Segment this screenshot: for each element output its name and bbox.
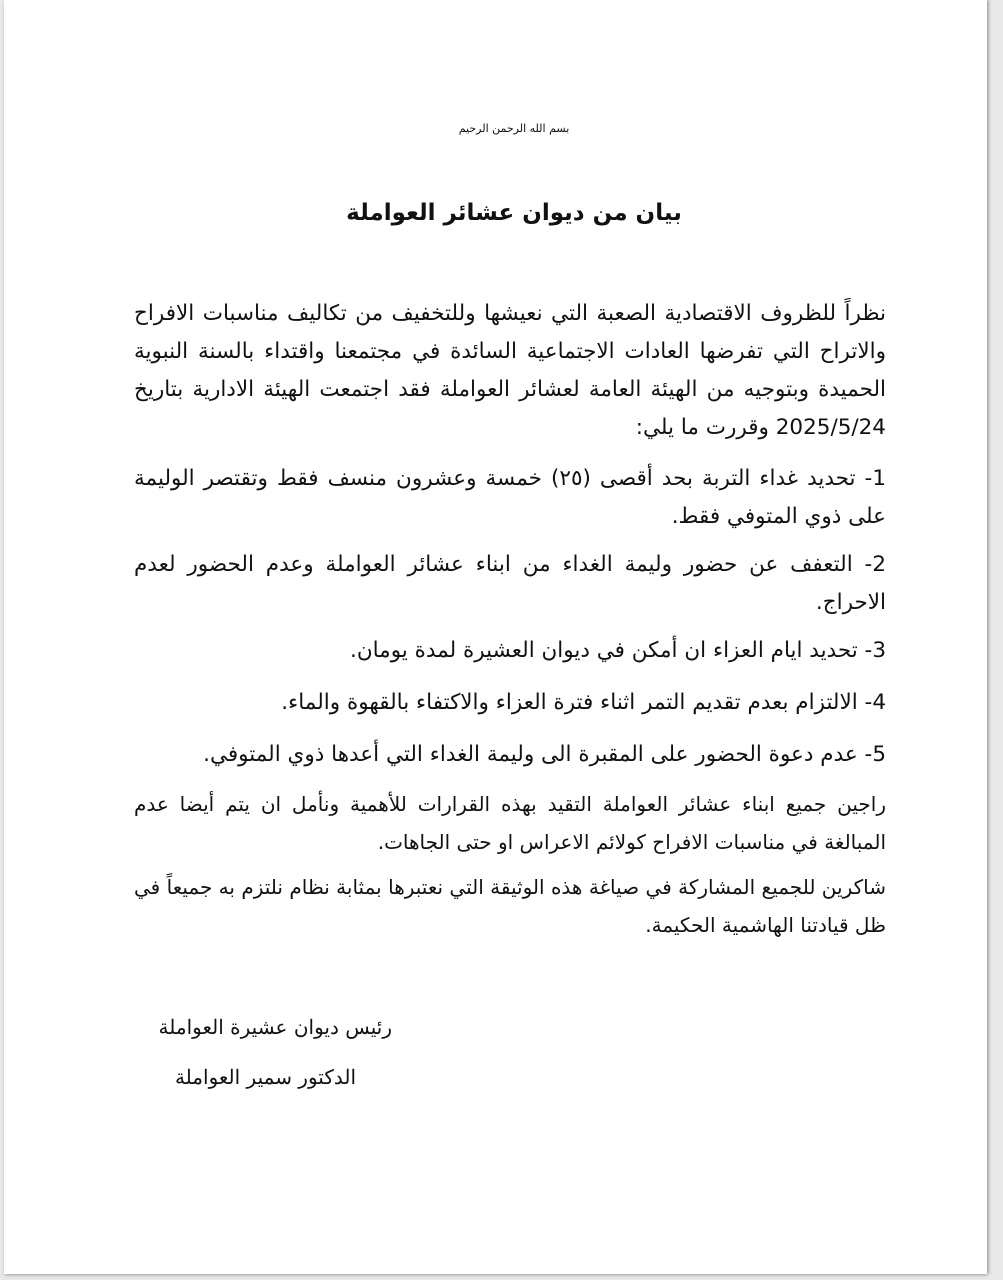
decision-item-3: 3- تحديد ايام العزاء ان أمكن في ديوان العشيرة لمدة يومان. (350, 638, 886, 663)
decision-item-5: 5- عدم دعوة الحضور على المقبرة الى وليمة الغداء التي أعدها ذوي المتوفي. (203, 742, 886, 767)
signature-role: رئيس ديوان عشيرة العواملة (158, 1015, 392, 1039)
closing-hope-paragraph: راجين جميع ابناء عشائر العواملة التقيد بهذه القرارات للأهمية ونأمل ان يتم أيضا عدم المبالغة في مناسبات الافراح كولائم الاعراس او حتى الجاهات. (134, 792, 886, 854)
intro-paragraph: نظراً للظروف الاقتصادية الصعبة التي نعيشها وللتخفيف من تكاليف مناسبات الافراح والاتراح التي تفرضها العادات الاجتماعية السائدة في مجتمعنا واقتداء بالسنة النبوية الحميدة وبتوجيه من الهيئة العامة لعشائر العواملة فقد اجتمعت الهيئة الادارية بتاريخ 2025/5/24 وقررت ما يلي: (134, 301, 886, 440)
decision-item-4: 4- الالتزام بعدم تقديم التمر اثناء فترة العزاء والاكتفاء بالقهوة والماء. (281, 690, 886, 715)
decision-item-2: 2- التعفف عن حضور وليمة الغداء من ابناء عشائر العواملة وعدم الحضور لعدم الاحراج. (134, 552, 886, 615)
document-page (4, 0, 987, 1274)
basmala: بسم الله الرحمن الرحيم (458, 122, 570, 135)
closing-thanks-paragraph: شاكرين للجميع المشاركة في صياغة هذه الوثيقة التي نعتبرها بمثابة نظام نلتزم به جميعاً في ظل قيادتنا الهاشمية الحكيمة. (134, 875, 886, 937)
document-title: بيان من ديوان عشائر العواملة (346, 200, 682, 226)
signature-name: الدكتور سمير العواملة (174, 1065, 356, 1089)
decision-item-1: 1- تحديد غداء التربة بحد أقصى (٢٥) خمسة وعشرون منسف فقط وتقتصر الوليمة على ذوي المتوفي فقط. (134, 466, 886, 529)
